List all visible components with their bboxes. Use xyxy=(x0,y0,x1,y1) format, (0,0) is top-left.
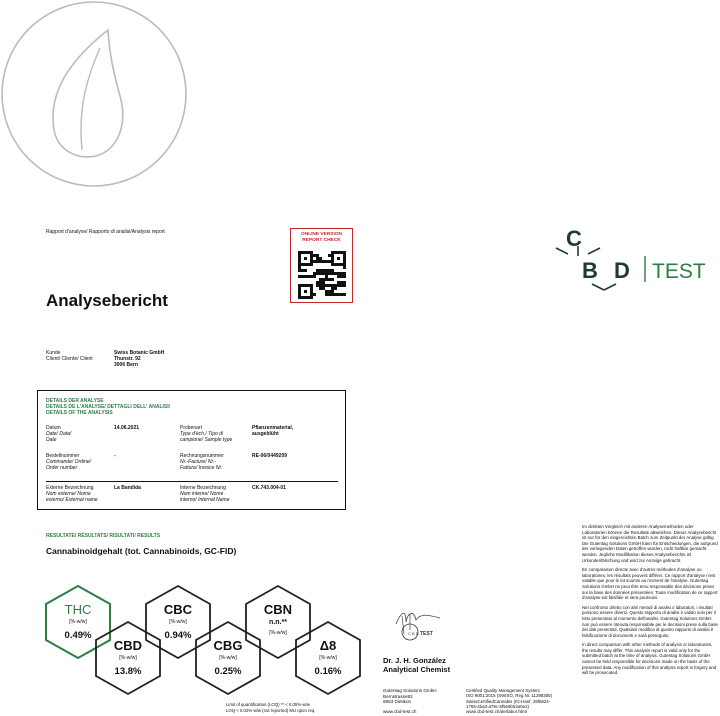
quality-certification: Certified Quality Management System ISO 9001:2015 (SWISO, Reg.Nr. 11298305) SwissCertifiedCannabis (IG-Hanf, 29f6824- 1765-4ba3-a79c-6f5e6b52a0e2) xyxy=(466,688,553,709)
sample-type-label: Probenart xyxy=(180,425,202,431)
hexagon-delta8 xyxy=(296,622,360,694)
hexagon-cbn xyxy=(246,586,310,658)
qr-code-icon[interactable] xyxy=(298,251,346,299)
results-heading: RESULTATE/ RÉSULTATS/ RISULTATI/ RESULTS xyxy=(46,533,161,539)
customer-value: Swiss Botanic GmbH Thunstr. 92 3006 Bern xyxy=(114,350,165,368)
online-check-label: ONLINE VERSION REPORT CHECK xyxy=(300,232,343,243)
analyst-name: Dr. J. H. González xyxy=(383,656,446,665)
disclaimer-en: In direct comparison with other methods of analysis or laboratories, the results may differ. This analysis report is valid only for the submitted batch at the time of analysis. Gutentag Solutions GmbH cannot be held responsible for decisions made on the basis of the presented data. Any modification of this analysis report is forgery and will be prosecuted. xyxy=(582,642,717,676)
details-box xyxy=(37,390,346,510)
leaf-emblem-icon xyxy=(0,0,200,200)
internal-name-label-translations: Nom interne/ Nome interno/ Internal Name xyxy=(180,491,230,503)
internal-name-label: Interne Bezeichnung xyxy=(180,485,226,491)
signature-stamp-icon xyxy=(388,608,444,642)
results-subtitle: Cannabinoidgehalt (tot. Cannabinoids, GC-FID) xyxy=(46,546,237,556)
cbc-name: CBC xyxy=(163,602,193,617)
disclaimer-column xyxy=(582,524,718,676)
details-heading: DETAILS DER ANALYSE DETAILS DE L'ANALYSE/ DETTAGLI DELL' ANALISI/ DETAILS OF THE ANALYSIS xyxy=(46,398,171,416)
cbn-name: CBN xyxy=(263,602,293,617)
thc-name: THC xyxy=(64,602,92,617)
invoice-number-label-translations: Nr.-Facture/ Nr.- Fattura/ Invoice Nr. xyxy=(180,459,223,471)
report-header: Rapport d'analyse/ Rapporto di analisi/Analysis report xyxy=(46,229,165,235)
thc-value: 0.49% xyxy=(64,630,92,641)
cannabinoid-hexagons xyxy=(40,584,370,702)
cbn-unit: n.n.** xyxy=(269,619,287,626)
quality-website-link[interactable]: www.cbd-test.ch/de/labor.html xyxy=(466,709,528,714)
hexagon-thc xyxy=(46,586,110,658)
external-name-label-translations: Nom externe/ Nome esterno/ External name xyxy=(46,491,98,503)
svg-text:C B D: C B D xyxy=(408,631,419,636)
invoice-number-label: Rechnungsnummer xyxy=(180,453,224,459)
date-label-translations: Date/ Data/ Date xyxy=(46,431,72,443)
cbc-unit: [%-w/w] xyxy=(169,619,187,625)
sample-type-value: Pflanzenmaterial, ausgeblüht xyxy=(252,425,294,437)
cbn-value: [%-w/w] xyxy=(269,630,287,636)
cbg-unit: [%-w/w] xyxy=(219,655,237,661)
cbd-name: CBD xyxy=(113,638,143,653)
hexagon-cbd xyxy=(96,622,160,694)
external-name-value: La Bandida xyxy=(114,485,141,491)
page-title: Analysebericht xyxy=(46,291,168,310)
delta8-value: 0.16% xyxy=(314,666,342,677)
disclaimer-de: Im direkten Vergleich mit anderen Analysemethoden oder Laboratorien können die Resultate abweichen. Dieser Analysebericht ist nur für den eingereichten Batch zum Zeitpunkt der Analyse gültig. Die Gutentag Solutions GmbH kann für Entscheidungen, die aufgrund der vorliegenden Daten getroffen wurden, nicht haftbar gemacht werden. Jegliche Modifikation dieses Analyseberichts ist Urkundenfälschung und wird zur Anzeige gebracht. xyxy=(582,524,718,563)
external-name-label: Externe Bezeichnung xyxy=(46,485,94,491)
details-divider xyxy=(46,481,338,482)
delta8-name: Δ8 xyxy=(319,638,337,653)
logo-test: TEST xyxy=(652,260,706,283)
invoice-number-value: RE-06/0449209 xyxy=(252,453,288,459)
date-label: Datum xyxy=(46,425,61,431)
analyst-role: Analytical Chemist xyxy=(383,665,451,674)
company-address: Gutentag Solutions GmbH Bernstrasse82 6953 Dietikon xyxy=(383,688,437,704)
cbd-unit: [%-w/w] xyxy=(119,655,137,661)
customer-label: Kunde Client/ Cliente/ Client xyxy=(46,350,93,362)
internal-name-value: CK.743.004-01 xyxy=(252,485,286,491)
order-number-value: - xyxy=(114,453,116,459)
sample-type-label-translations: Type d'éch./ Tipo di campione/ Sample type xyxy=(180,431,233,443)
order-number-label: Bestellnummer xyxy=(46,453,80,459)
order-number-label-translations: Commande/ Ordine/ Order number xyxy=(46,459,92,471)
loq-note: Limit of quantification (LOQ) ** < 0.05%-w/w LOQ < 0.02%-w/w (not reported) MU upon req. xyxy=(226,702,316,713)
cbc-value: 0.94% xyxy=(164,630,192,641)
stamp-test: TEST xyxy=(420,631,433,637)
company-website-link[interactable]: www.cbd-test.ch xyxy=(383,709,417,714)
cbd-value: 13.8% xyxy=(114,666,142,677)
disclaimer-fr: En comparaison directe avec d'autres méthodes d'analyse ou laboratoires, les résultats peuvent différer. Ce rapport d'analyse n'est valable que pour le lot soumis au moment de l'analyse. Gutentag Solutions GmbH ne peut être tenu responsable des décisions prises sur la base des données présentées. Toute modification de ce rapport d'analyse est falsifiée et sera poursuivi. xyxy=(582,567,718,601)
logo-letter-d: D xyxy=(614,258,630,283)
cbg-name: CBG xyxy=(213,638,243,653)
hexagon-cbc xyxy=(146,586,210,658)
cbd-test-logo xyxy=(548,226,718,292)
delta8-unit: [%-w/w] xyxy=(319,655,337,661)
logo-letter-c: C xyxy=(566,226,582,251)
logo-letter-b: B xyxy=(582,258,598,283)
disclaimer-it: Nel confronto diretto con altri metodi di analisi o laboratori, i risultati possono essere diversi. Questo rapporto di analisi è valido solo per il lotto presentato al momento dell'analisi. Gutentag Solutions GmbH non può essere ritenuta responsabile per le decisioni prese sulla base dei dati presentati. Qualsiasi modifica di questo rapporto di analisi è falsificazione di documenti e sarà perseguito. xyxy=(582,604,718,638)
date-value: 14.06.2021 xyxy=(114,425,140,431)
hexagon-cbg xyxy=(196,622,260,694)
thc-unit: [%-w/w] xyxy=(69,619,87,625)
cbg-value: 0.25% xyxy=(214,666,242,677)
